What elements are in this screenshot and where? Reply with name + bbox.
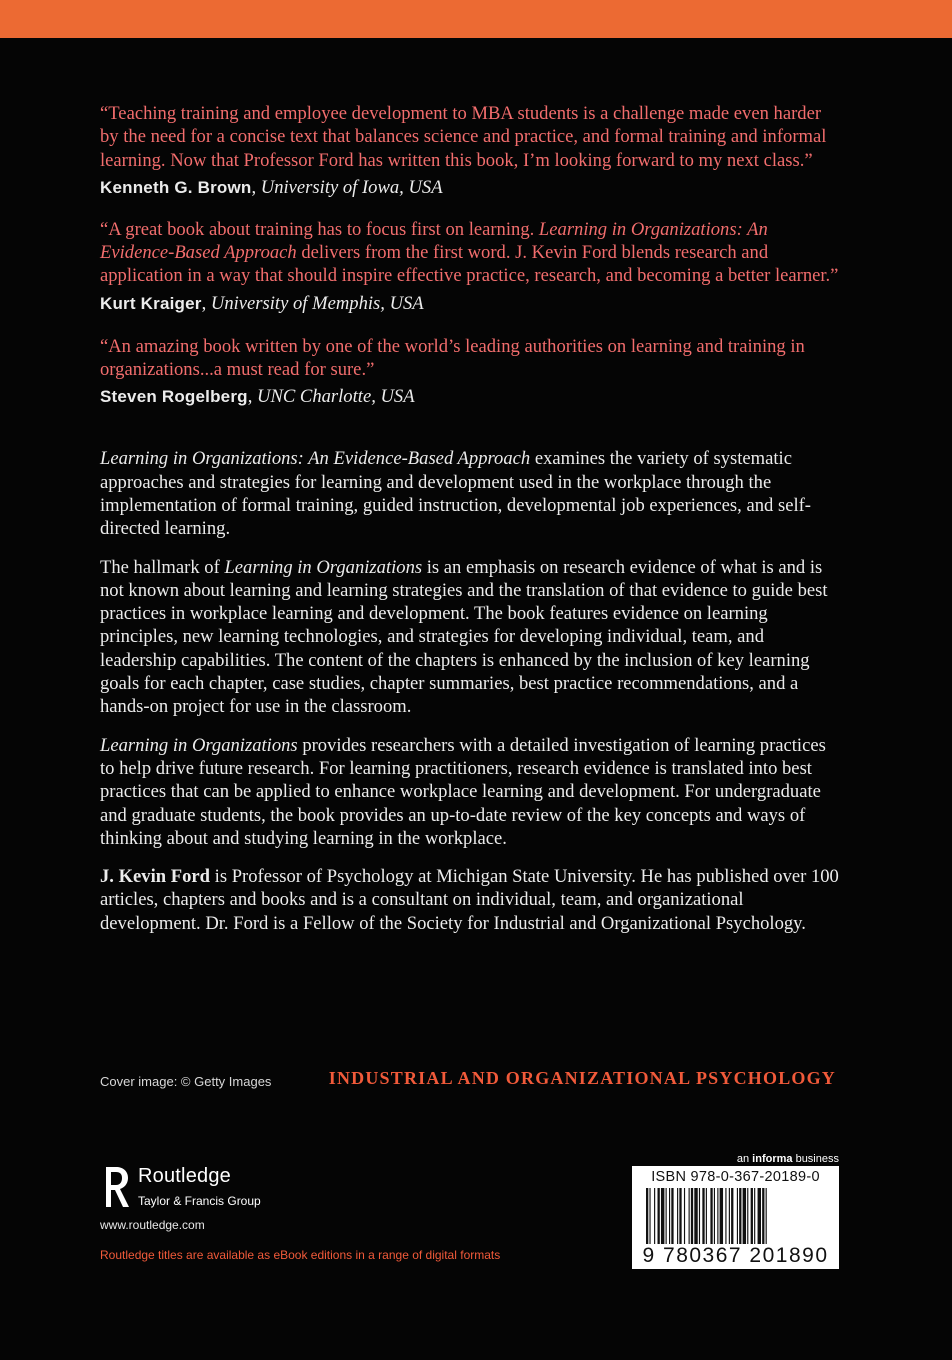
top-accent-bar [0,0,952,38]
barcode-bar [737,1188,738,1244]
barcode-bar [646,1188,648,1244]
barcode-bar [649,1188,650,1244]
author-bio-text: is Professor of Psychology at Michigan State University. He has published over 100 articles, chapters and books and is a consultant on individual, team, and organizational development. Dr. Ford is a Fellow of the Society for Industrial and Organizational Psychology. [100,866,839,934]
barcode-bar [751,1188,753,1244]
barcode-bar [762,1188,764,1244]
quote-2-end: delivers from the first word. J. Kevin Ford blends research and application in a way that should inspire effective practice, research, and becoming a better learner.” [100,242,839,287]
isbn-barcode [632,1166,839,1269]
barcode-bar [694,1188,697,1244]
barcode-bar [754,1188,755,1244]
informa-prefix: an [736,1153,753,1165]
book-title-short: Learning in Organizations [100,734,298,756]
description-3-text: provides researchers with a detailed investigation of learning practices to help drive future research. For learning practitioners, research evidence is translated into best practices that can be applied to enhance workplace learning and development. For undergraduate and graduate students, the book provides an up-to-date review of the key concepts and ways of thinking about and studying learning in the workplace. [100,734,826,849]
description-paragraph-1 [100,447,842,540]
book-title: Learning in Organizations: An Evidence-Based Approach [100,448,531,470]
ebook-availability-note: Routledge titles are available as eBook editions in a range of digital formats [100,1248,501,1262]
endorsement-quote-2 [100,218,842,288]
informa-business-tag [737,1153,839,1165]
publisher-website: www.routledge.com [100,1218,205,1232]
endorsement-attribution-1: Kenneth G. Brown, University of Iowa, USA [100,176,443,198]
barcode-bar [766,1188,767,1244]
barcode-bar [725,1188,726,1244]
endorser-affiliation-3: UNC Charlotte, USA [257,386,415,408]
barcode-bar [729,1188,730,1244]
endorsement-attribution-2: Kurt Kraiger, University of Memphis, USA [100,292,424,314]
author-name: J. Kevin Ford [100,866,211,888]
endorsement-attribution-3: Steven Rogelberg, UNC Charlotte, USA [100,386,415,408]
barcode-bar [720,1188,723,1244]
barcode-bar [689,1188,690,1244]
barcode-bar [706,1188,707,1244]
description-2-text: is an emphasis on research evidence of what is and is not known about learning and learning strategies and the translation of that evidence to guide best practices in workplace learning and development. The book features evidence on learning principles, new learning technologies, and strategies for developing individual, team, and leadership capabilities. The content of the chapters is enhanced by the inclusion of key learning goals for each chapter, case studies, chapter summaries, best practice recommendations, and a hands-on project for use in the classroom. [100,556,828,718]
barcode-bar [710,1188,712,1244]
barcode-bar [661,1188,664,1244]
barcode-bar [699,1188,700,1244]
barcode-bar [702,1188,704,1244]
barcode-bar [743,1188,746,1244]
endorser-name-3: Steven Rogelberg [100,387,248,407]
barcode-bar [654,1188,655,1244]
barcode-bar [677,1188,678,1244]
barcode-bar [671,1188,673,1244]
quote-2-start: “A great book about training has to focus first on learning. [100,218,539,240]
barcode-digits: 9 780367 201890 [642,1244,829,1267]
barcode-bar [658,1188,660,1244]
publisher-group: Taylor & Francis Group [138,1194,261,1208]
barcode-bars [646,1188,832,1244]
quote-2-book-title: Learning in Organizations: An Evidence-Based Approach [100,218,768,264]
description-paragraph-2 [100,556,842,719]
informa-suffix: business [792,1153,839,1165]
informa-brand: informa [752,1153,793,1165]
endorser-name-1: Kenneth G. Brown [100,177,252,197]
endorser-affiliation-1: University of Iowa, USA [260,176,443,198]
barcode-bar [717,1188,718,1244]
barcode-bar [758,1188,761,1244]
book-title-short: Learning in Organizations [224,556,423,578]
barcode-bar [739,1188,741,1244]
cover-image-credit: Cover image: © Getty Images [100,1074,272,1089]
barcode-bar [669,1188,670,1244]
routledge-r-icon [100,1164,130,1210]
main-content [100,102,842,935]
barcode-bar [731,1188,733,1244]
barcode-bar [691,1188,693,1244]
barcode-bar [679,1188,681,1244]
endorsement-quote-1: “Teaching training and employee development to MBA students is a challenge made even harder by the need for a concise text that balances science and practice, and formal training and informal learning. Now that Professor Ford has written this book, I’m looking forward to my next class.” [100,103,827,171]
endorser-name-2: Kurt Kraiger [100,293,202,313]
barcode-bar [684,1188,685,1244]
author-bio [100,865,842,935]
isbn-label: ISBN 978-0-367-20189-0 [651,1169,820,1185]
barcode-bar [666,1188,667,1244]
subject-category: INDUSTRIAL AND ORGANIZATIONAL PSYCHOLOGY [328,1068,836,1088]
description-paragraph-3 [100,734,842,850]
endorser-affiliation-2: University of Memphis, USA [210,292,424,314]
description-1-text: examines the variety of systematic approaches and strategies for learning and development used in the workplace through the implementation of formal training, guided instruction, developmental job experiences, and self-directed learning. [100,448,812,540]
barcode-bar [747,1188,748,1244]
publisher-name: Routledge [138,1165,231,1187]
description-2-start: The hallmark of [100,556,225,578]
routledge-logo [100,1163,300,1213]
endorsement-quote-3: “An amazing book written by one of the world’s leading authorities on learning and training in organizations...a must read for sure.” [100,335,805,381]
footer-line [100,1068,842,1092]
barcode-bar [714,1188,715,1244]
